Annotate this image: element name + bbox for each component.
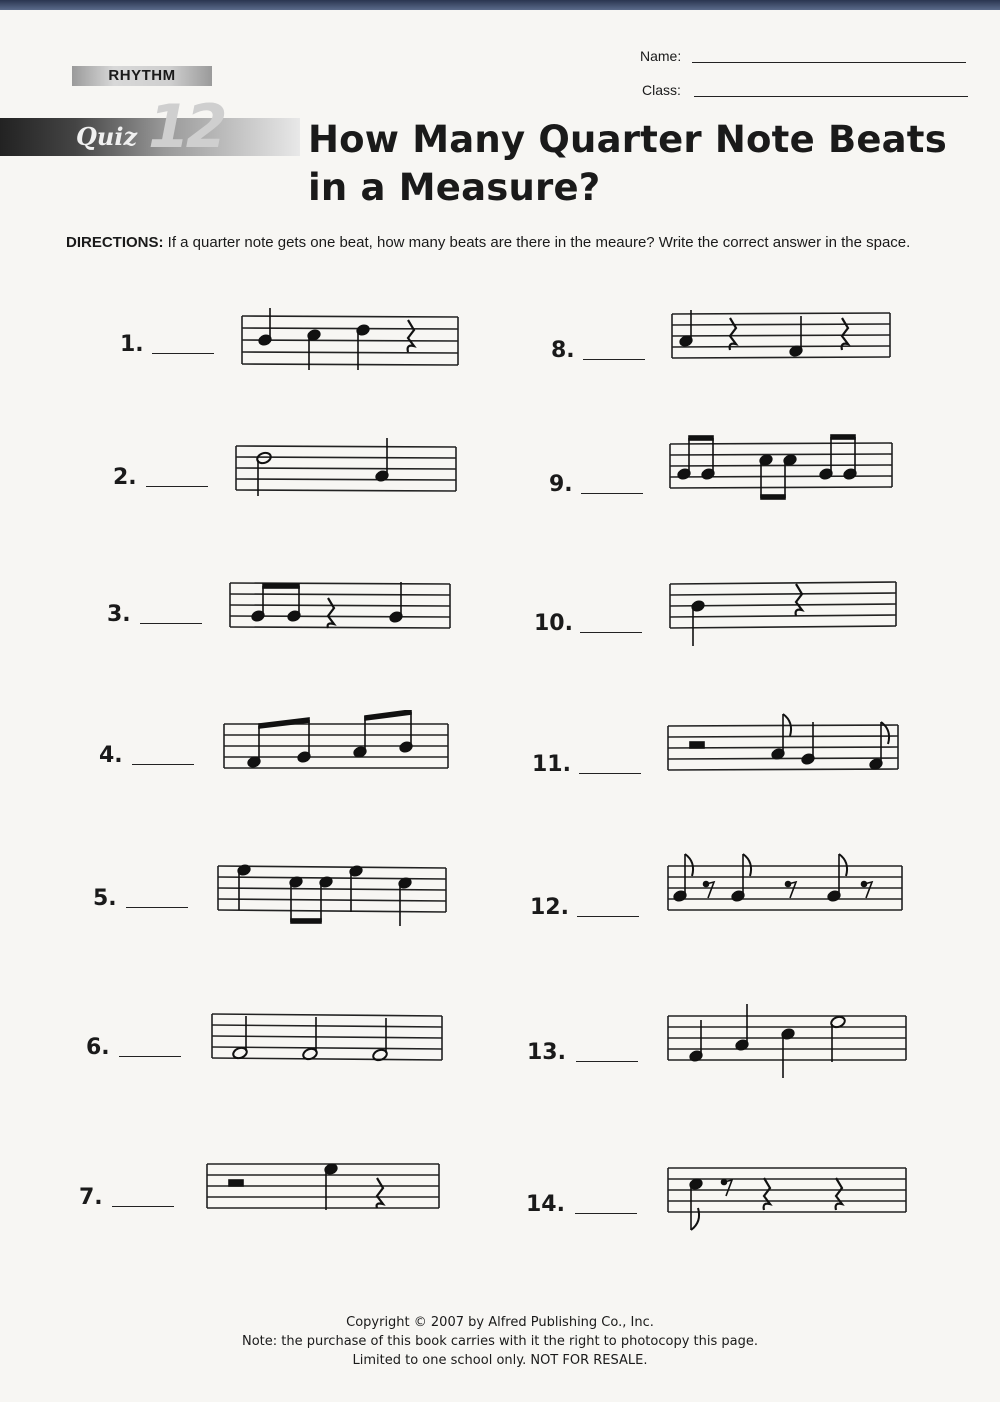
answer-blank[interactable] [576, 1061, 638, 1062]
music-staff [666, 998, 910, 1080]
question-number: 3. [107, 602, 131, 627]
footer-line: Copyright © 2007 by Alfred Publishing Co., Inc. [346, 1315, 654, 1330]
music-staff [668, 578, 900, 650]
copyright-footer [200, 1313, 800, 1370]
class-field[interactable] [642, 82, 972, 102]
question-number: 13. [527, 1040, 566, 1065]
quiz-label: Quiz [76, 122, 138, 151]
name-label: Name: [640, 48, 682, 64]
question-number: 5. [93, 886, 117, 911]
music-staff [670, 310, 896, 364]
music-staff [205, 1158, 443, 1218]
music-staff [222, 710, 454, 776]
answer-blank[interactable] [112, 1206, 174, 1207]
answer-blank[interactable] [119, 1056, 181, 1057]
question-number: 7. [79, 1185, 103, 1210]
question-number: 14. [526, 1192, 565, 1217]
answer-blank[interactable] [581, 493, 643, 494]
category-tag: RHYTHM [72, 66, 212, 86]
answer-blank[interactable] [583, 359, 645, 360]
quiz-number: 12 [148, 92, 224, 162]
music-staff [666, 712, 902, 776]
name-field[interactable] [640, 48, 970, 68]
answer-blank[interactable] [575, 1213, 637, 1214]
directions-text: If a quarter note gets one beat, how many beats are there in the meaure? Write the correct answer in the space. [167, 234, 911, 251]
question-number: 1. [120, 332, 144, 357]
music-staff [210, 1010, 446, 1064]
class-line[interactable] [694, 96, 968, 97]
music-staff [240, 308, 462, 378]
answer-blank[interactable] [577, 916, 639, 917]
music-staff [668, 432, 898, 504]
question-number: 2. [113, 465, 137, 490]
page-title: How Many Quarter Note Beats in a Measure? [308, 118, 947, 209]
footer-line: Limited to one school only. NOT FOR RESALE. [352, 1353, 648, 1368]
question-number: 10. [534, 611, 573, 636]
answer-blank[interactable] [132, 764, 194, 765]
answer-blank[interactable] [126, 907, 188, 908]
question-number: 12. [530, 895, 569, 920]
answer-blank[interactable] [140, 623, 202, 624]
directions [66, 232, 916, 253]
top-border [0, 0, 1000, 10]
answer-blank[interactable] [152, 353, 214, 354]
answer-blank[interactable] [579, 773, 641, 774]
music-staff [216, 862, 452, 932]
music-staff [666, 850, 906, 920]
question-number: 6. [86, 1035, 110, 1060]
class-label: Class: [642, 82, 681, 98]
answer-blank[interactable] [146, 486, 208, 487]
question-number: 11. [532, 752, 571, 777]
question-number: 4. [99, 743, 123, 768]
name-line[interactable] [692, 62, 966, 63]
music-staff [228, 578, 454, 634]
question-number: 8. [551, 338, 575, 363]
footer-line: Note: the purchase of this book carries with it the right to photocopy this page. [242, 1334, 758, 1349]
music-staff [666, 1164, 910, 1234]
music-staff [234, 438, 460, 500]
directions-lead: DIRECTIONS: [66, 234, 164, 251]
question-number: 9. [549, 472, 573, 497]
answer-blank[interactable] [580, 632, 642, 633]
